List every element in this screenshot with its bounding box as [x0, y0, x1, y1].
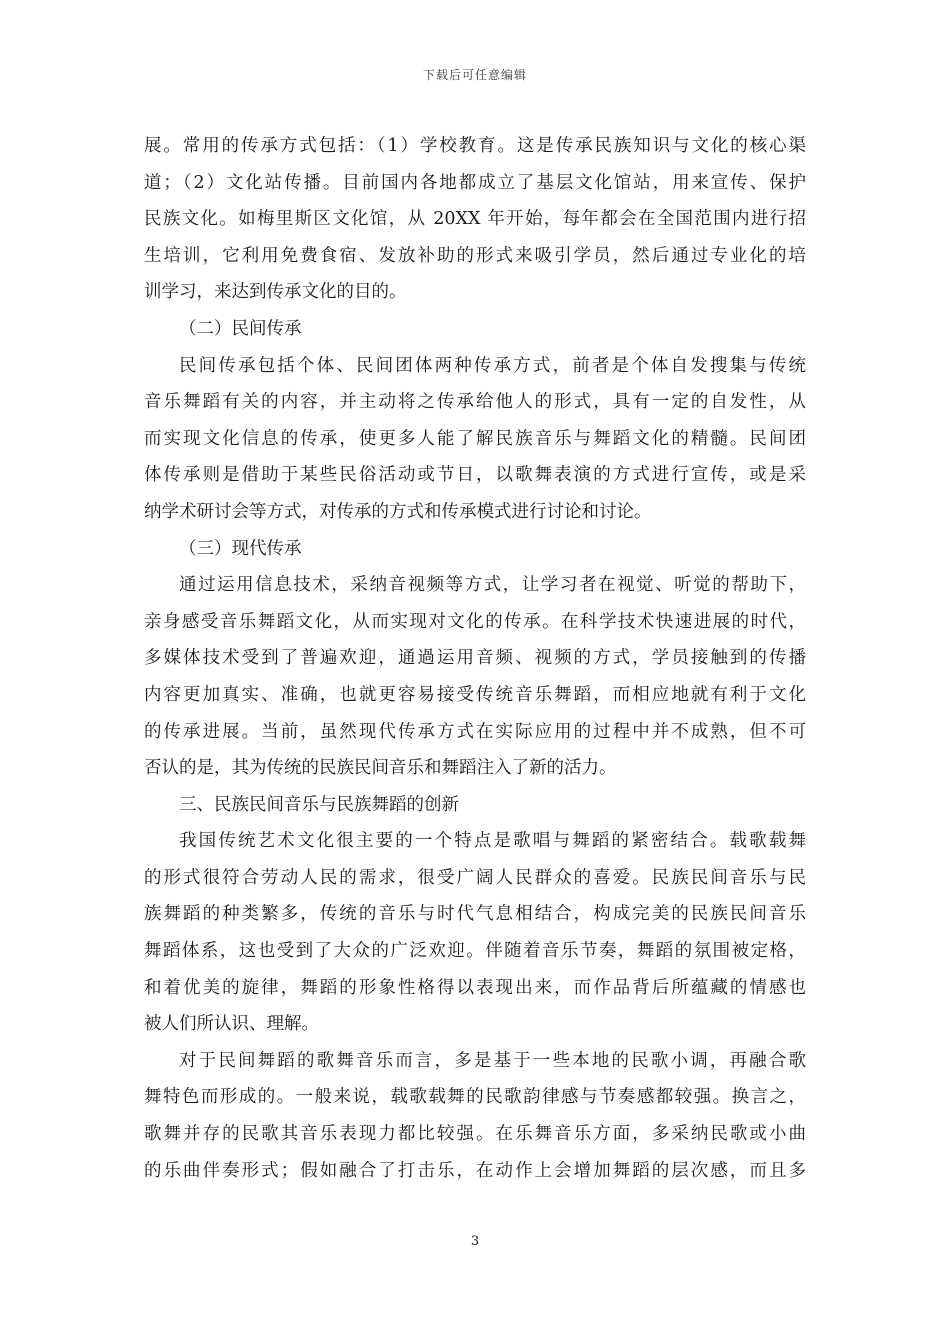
document-body — [144, 128, 806, 1189]
text-line: 而实现文化信息的传承，使更多人能了解民族音乐与舞蹈文化的精髓。民间团 — [144, 428, 806, 449]
text-line: 道；（2）文化站传播。目前国内各地都成立了基层文化馆站，用来宣传、保护 — [144, 172, 806, 193]
text-line: 训学习，来达到传承文化的目的。 — [144, 282, 407, 303]
text-line: 对于民间舞蹈的歌舞音乐而言，多是基于一些本地的民歌小调，再融合歌 — [179, 1050, 806, 1071]
text-line: 三、民族民间音乐与民族舞蹈的创新 — [179, 794, 459, 815]
text-line: 内容更加真实、准确，也就更容易接受传统音乐舞蹈，而相应地就有利于文化 — [144, 684, 806, 705]
text-line: 生培训，它利用免费食宿、发放补助的形式来吸引学员，然后通过专业化的培 — [144, 245, 806, 266]
text-line: 纳学术研讨会等方式，对传承的方式和传承模式进行讨论和讨论。 — [144, 501, 652, 522]
text-line: 舞蹈体系，这也受到了大众的广泛欢迎。伴随着音乐节奏，舞蹈的氛围被定格， — [144, 941, 806, 962]
text-line: （二）民间传承 — [179, 318, 302, 339]
text-line: 音乐舞蹈有关的内容，并主动将之传承给他人的形式，具有一定的自发性，从 — [144, 392, 806, 413]
page-header: 下载后可任意编辑 — [422, 68, 527, 82]
text-line: 通过运用信息技术，采纳音视频等方式，让学习者在视觉、听觉的帮助下， — [179, 575, 806, 596]
text-line: 舞特色而形成的。一般来说，载歌载舞的民歌韵律感与节奏感都较强。换言之， — [144, 1087, 806, 1108]
text-line: 的传承进展。当前，虽然现代传承方式在实际应用的过程中并不成熟，但不可 — [144, 721, 806, 742]
text-line: 歌舞并存的民歌其音乐表现力都比较强。在乐舞音乐方面，多采纳民歌或小曲 — [144, 1124, 806, 1145]
text-line: 民间传承包括个体、民间团体两种传承方式，前者是个体自发搜集与传统 — [179, 355, 806, 376]
text-line: 体传承则是借助于某些民俗活动或节日，以歌舞表演的方式进行宣传，或是采 — [144, 465, 806, 486]
text-line: 的乐曲伴奏形式；假如融合了打击乐，在动作上会增加舞蹈的层次感，而且多 — [144, 1160, 806, 1181]
text-line: 和着优美的旋律，舞蹈的形象性格得以表现出来，而作品背后所蕴藏的情感也 — [144, 977, 806, 998]
text-line: 被人们所认识、理解。 — [144, 1014, 319, 1035]
text-line: 否认的是，其为传统的民族民间音乐和舞蹈注入了新的活力。 — [144, 758, 617, 779]
text-line: 民族文化。如梅里斯区文化馆，从 20XX 年开始，每年都会在全国范围内进行招 — [144, 209, 806, 230]
text-line: 的形式很符合劳动人民的需求，很受广阔人民群众的喜爱。民族民间音乐与民 — [144, 867, 806, 888]
text-line: 族舞蹈的种类繁多，传统的音乐与时代气息相结合，构成完美的民族民间音乐 — [144, 904, 806, 925]
text-line: 多媒体技术受到了普遍欢迎，通過运用音频、视频的方式，学员接触到的传播 — [144, 648, 806, 669]
text-line: 我国传统艺术文化很主要的一个特点是歌唱与舞蹈的紧密结合。载歌载舞 — [179, 831, 806, 852]
text-line: 亲身感受音乐舞蹈文化，从而实现对文化的传承。在科学技术快速进展的时代， — [144, 611, 806, 632]
page-number: 3 — [470, 1234, 480, 1249]
text-line: （三）现代传承 — [179, 538, 302, 559]
text-line: 展。常用的传承方式包括：（1）学校教育。这是传承民族知识与文化的核心渠 — [144, 136, 806, 156]
